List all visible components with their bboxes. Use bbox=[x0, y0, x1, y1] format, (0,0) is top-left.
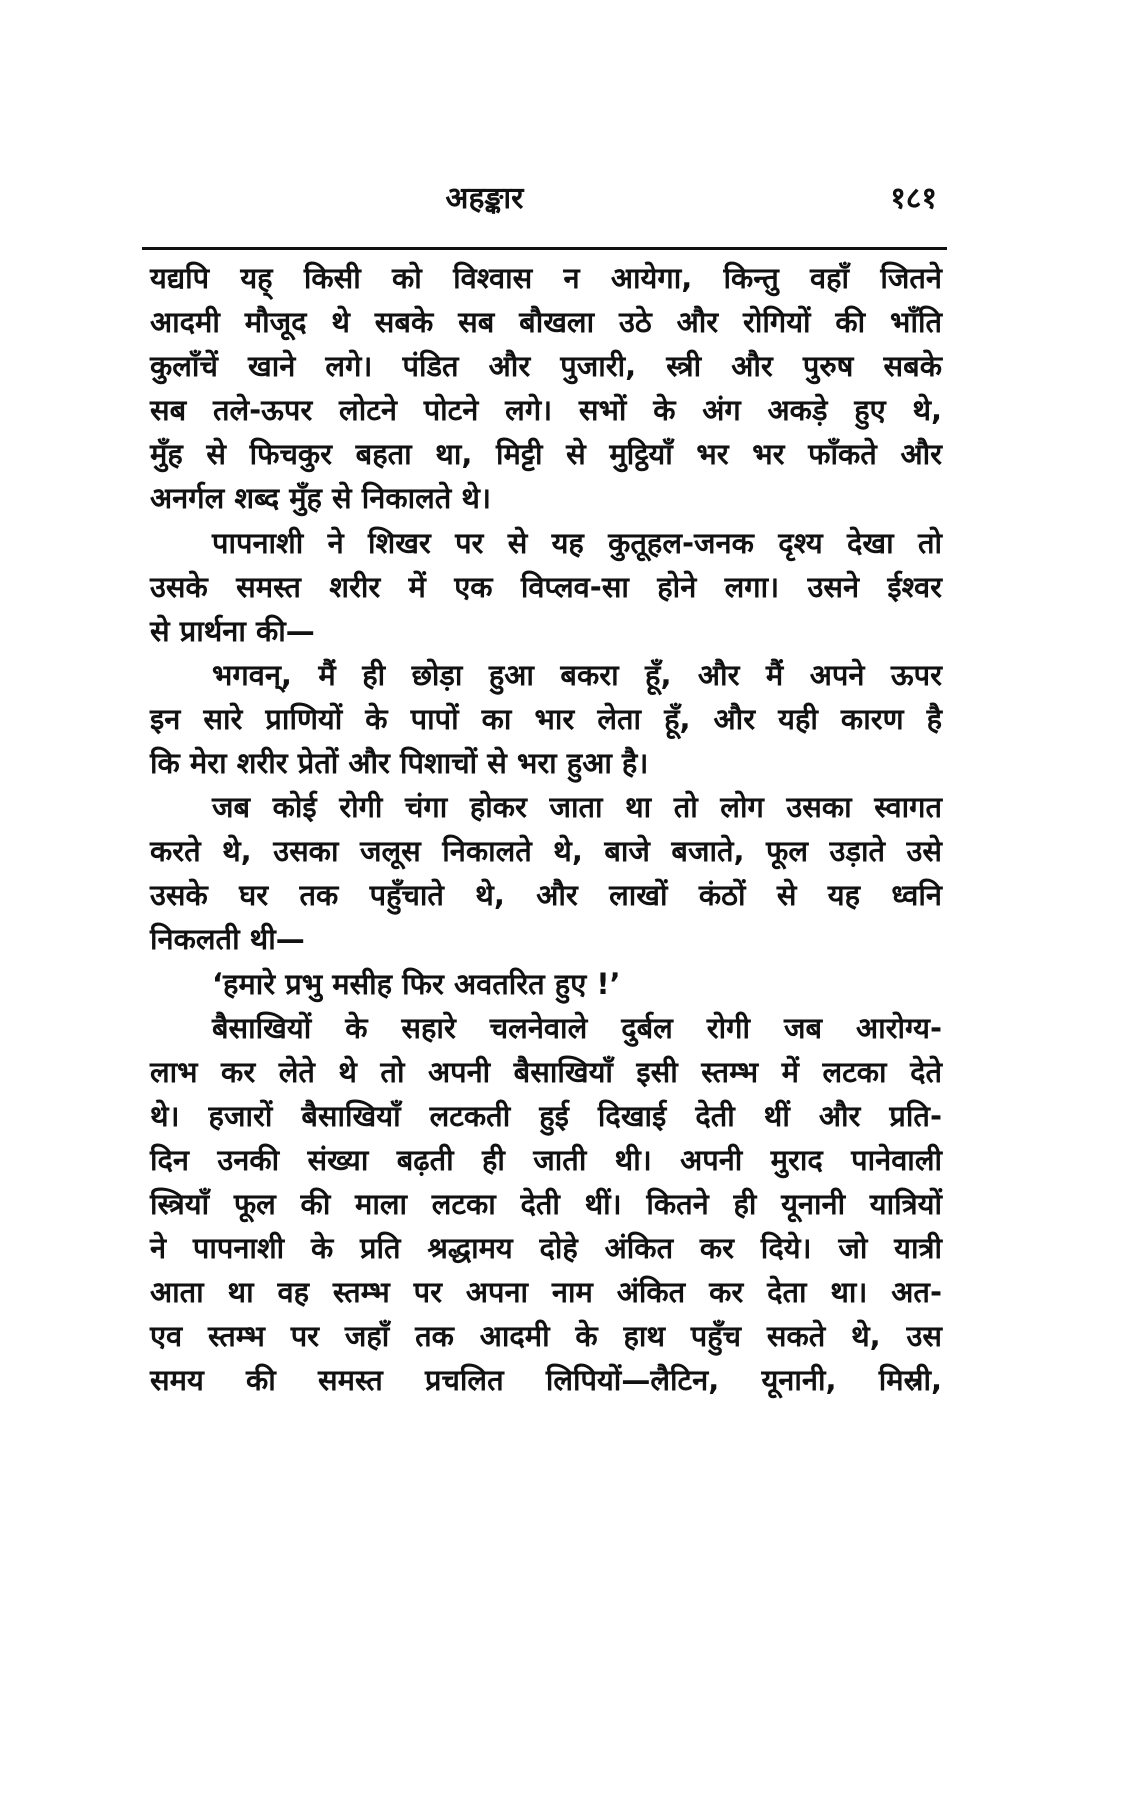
text-line: निकलती थी— bbox=[150, 922, 305, 957]
text-line: इन सारे प्राणियों के पापों का भार लेता हूँ, और यही कारण है bbox=[150, 701, 942, 736]
text-line: भगवन्, मैं ही छोड़ा हुआ बकरा हूँ, और मैं अपने ऊपर bbox=[212, 657, 942, 692]
text-line: दिन उनकी संख्या बढ़ती ही जाती थी। अपनी मुराद पानेवाली bbox=[150, 1142, 942, 1177]
text-line: सब तले-ऊपर लोटने पोटने लगे। सभों के अंग अकड़े हुए थे, bbox=[150, 393, 942, 428]
text-line: स्त्रियाँ फूल की माला लटका देती थीं। कितने ही यूनानी यात्रियों bbox=[150, 1186, 942, 1221]
text-line: उसके घर तक पहुँचाते थे, और लाखों कंठों से यह ध्वनि bbox=[150, 878, 942, 913]
text-line: अनर्गल शब्द मुँह से निकालते थे। bbox=[150, 481, 491, 516]
text-line: पापनाशी ने शिखर पर से यह कुतूहल-जनक दृश्य देखा तो bbox=[212, 525, 942, 560]
text-line: ने पापनाशी के प्रति श्रद्धामय दोहे अंकित कर दिये। जो यात्री bbox=[150, 1231, 942, 1266]
text-line: से प्रार्थना की— bbox=[150, 613, 315, 648]
text-line: थे। हजारों बैसाखियाँ लटकती हुई दिखाई देती थीं और प्रति- bbox=[150, 1098, 942, 1133]
text-line: समय की समस्त प्रचलित लिपियों—लैटिन, यूनानी, मिस्री, bbox=[150, 1363, 942, 1398]
text-line: एव स्तम्भ पर जहाँ तक आदमी के हाथ पहुँच सकते थे, उस bbox=[150, 1319, 942, 1354]
text-line: ‘हमारे प्रभु मसीह फिर अवतरित हुए !’ bbox=[212, 966, 621, 1001]
header-rule bbox=[142, 247, 947, 250]
text-line: कुलाँचें खाने लगे। पंडित और पुजारी, स्त्री और पुरुष सबके bbox=[150, 349, 942, 384]
text-line: उसके समस्त शरीर में एक विप्लव-सा होने लगा। उसने ईश्वर bbox=[150, 569, 942, 604]
running-head bbox=[142, 176, 947, 226]
page-number: १८१ bbox=[890, 181, 937, 216]
text-line: आदमी मौजूद थे सबके सब बौखला उठे और रोगियों की भाँति bbox=[150, 305, 942, 340]
text-line: मुँह से फिचकुर बहता था, मिट्टी से मुट्ठियाँ भर भर फाँकते और bbox=[150, 437, 942, 472]
text-line: बैसाखियों के सहारे चलनेवाले दुर्बल रोगी जब आरोग्य- bbox=[212, 1010, 942, 1045]
text-line: जब कोई रोगी चंगा होकर जाता था तो लोग उसका स्वागत bbox=[212, 790, 942, 825]
text-line: करते थे, उसका जलूस निकालते थे, बाजे बजाते, फूल उड़ाते उसे bbox=[150, 834, 942, 869]
text-line: कि मेरा शरीर प्रेतों और पिशाचों से भरा हुआ है। bbox=[150, 746, 649, 781]
text-line: यद्यपि यह् किसी को विश्वास न आयेगा, किन्तु वहाँ जितने bbox=[150, 261, 942, 295]
text-line: लाभ कर लेते थे तो अपनी बैसाखियाँ इसी स्तम्भ में लटका देते bbox=[150, 1054, 942, 1089]
running-title: अहङ्कार bbox=[445, 181, 524, 216]
text-line: आता था वह स्तम्भ पर अपना नाम अंकित कर देता था। अत- bbox=[150, 1275, 942, 1310]
body-text bbox=[150, 256, 942, 1402]
